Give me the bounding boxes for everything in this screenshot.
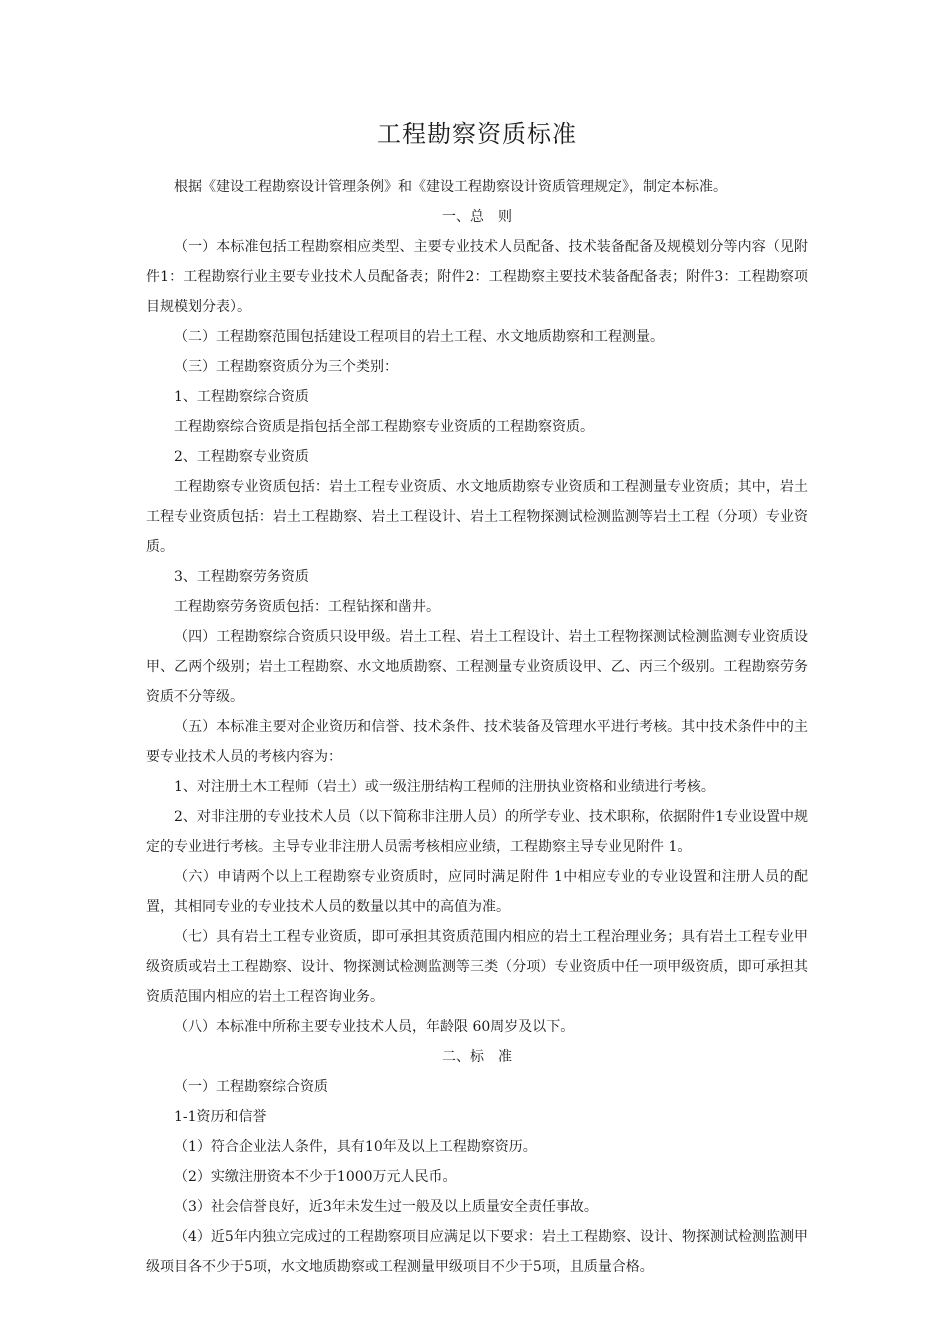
- intro-paragraph: 根据《建设工程勘察设计管理条例》和《建设工程勘察设计资质管理规定》，制定本标准。: [174, 179, 727, 195]
- paragraph: （3）社会信誉良好，近3年未发生过一般及以上质量安全责任事故。: [174, 1199, 598, 1215]
- document-title: 工程勘察资质标准: [377, 120, 577, 148]
- paragraph: 1、工程勘察综合资质: [174, 389, 309, 405]
- paragraph: （七）具有岩土工程专业资质，即可承担其资质范围内相应的岩土工程治理业务；具有岩土工程专业甲级资质或岩土工程勘察、设计、物探测试检测监测等三类（分项）专业资质中任一项甲级资质，即可承担其资质范围内相应的岩土工程咨询业务。: [146, 929, 808, 1005]
- paragraph: 1、对注册土木工程师（岩土）或一级注册结构工程师的注册执业资格和业绩进行考核。: [174, 779, 715, 795]
- paragraph: 2、工程勘察专业资质: [174, 449, 309, 465]
- paragraph: 3、工程勘察劳务资质: [174, 569, 309, 585]
- paragraph: （1）符合企业法人条件，具有10年及以上工程勘察资历。: [174, 1139, 537, 1155]
- paragraph: 工程勘察综合资质是指包括全部工程勘察专业资质的工程勘察资质。: [174, 419, 594, 435]
- paragraph: （二）工程勘察范围包括建设工程项目的岩土工程、水文地质勘察和工程测量。: [174, 329, 664, 345]
- paragraph: （六）申请两个以上工程勘察专业资质时，应同时满足附件 1中相应专业的专业设置和注册人员的配置，其相同专业的专业技术人员的数量以其中的高值为准。: [146, 869, 808, 915]
- paragraph: 工程勘察劳务资质包括：工程钻探和凿井。: [174, 599, 440, 615]
- paragraph: （四）工程勘察综合资质只设甲级。岩土工程、岩土工程设计、岩土工程物探测试检测监测专业资质设甲、乙两个级别；岩土工程勘察、水文地质勘察、工程测量专业资质设甲、乙、丙三个级别。工程勘察劳务资质不分等级。: [146, 629, 808, 705]
- paragraph: （八）本标准中所称主要专业技术人员，年龄限 60周岁及以下。: [174, 1019, 575, 1035]
- paragraph: 工程勘察专业资质包括：岩土工程专业资质、水文地质勘察专业资质和工程测量专业资质；其中，岩土工程专业资质包括：岩土工程勘察、岩土工程设计、岩土工程物探测试检测监测等岩土工程（分项）专业资质。: [146, 479, 808, 555]
- paragraph: 1-1资历和信誉: [174, 1109, 267, 1125]
- paragraph: （五）本标准主要对企业资历和信誉、技术条件、技术装备及管理水平进行考核。其中技术条件中的主要专业技术人员的考核内容为：: [146, 719, 808, 765]
- document-body: [146, 172, 808, 1282]
- section-heading-general: 一、总 则: [442, 209, 512, 225]
- paragraph: （4）近5年内独立完成过的工程勘察项目应满足以下要求：岩土工程勘察、设计、物探测试检测监测甲级项目各不少于5项，水文地质勘察或工程测量甲级项目不少于5项，且质量合格。: [146, 1229, 808, 1275]
- paragraph: 2、对非注册的专业技术人员（以下简称非注册人员）的所学专业、技术职称，依据附件1专业设置中规定的专业进行考核。主导专业非注册人员需考核相应业绩，工程勘察主导专业见附件 1。: [146, 809, 808, 855]
- paragraph: （三）工程勘察资质分为三个类别：: [174, 359, 398, 375]
- section-heading-standards: 二、标 准: [442, 1049, 512, 1065]
- paragraph: （2）实缴注册资本不少于1000万元人民币。: [174, 1169, 457, 1185]
- paragraph: （一）工程勘察综合资质: [174, 1079, 328, 1095]
- paragraph: （一）本标准包括工程勘察相应类型、主要专业技术人员配备、技术装备配备及规模划分等内容（见附件1：工程勘察行业主要专业技术人员配备表；附件2：工程勘察主要技术装备配备表；附件3：工程勘察项目规模划分表）。: [146, 239, 808, 315]
